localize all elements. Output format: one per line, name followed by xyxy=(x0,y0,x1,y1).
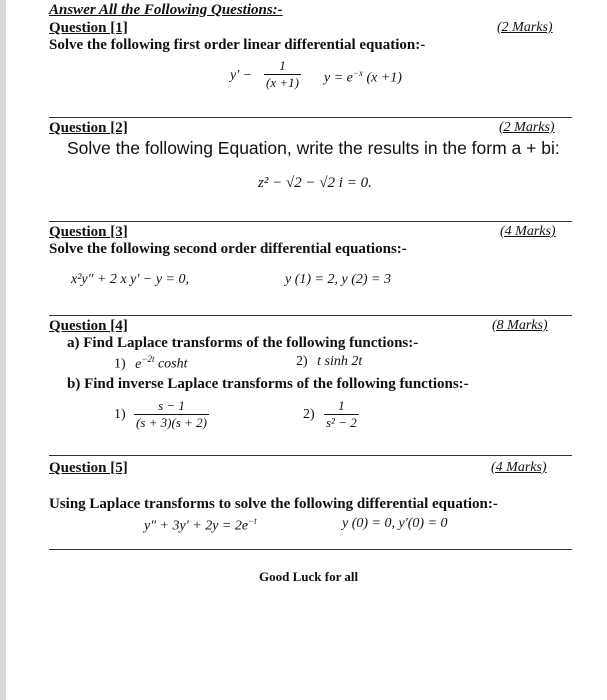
question-5-instruction: Using Laplace transforms to solve the following differential equation:- xyxy=(49,496,498,512)
question-1-fraction-denominator: (x +1) xyxy=(266,75,299,90)
question-4-b2-label: 2) xyxy=(303,407,315,422)
question-5-label: Question [5] xyxy=(49,460,128,476)
question-1-eq-rhs-sup: −x xyxy=(352,68,363,78)
question-4-a1 xyxy=(114,354,188,373)
question-3-label: Question [3] xyxy=(49,224,128,240)
question-1-label: Question [1] xyxy=(49,20,128,36)
divider-2 xyxy=(49,221,572,222)
question-1-fraction-numerator: 1 xyxy=(279,58,286,73)
question-4-label: Question [4] xyxy=(49,318,128,334)
question-5-conditions: y (0) = 0, y′(0) = 0 xyxy=(342,516,448,531)
question-4-b2-denominator: s² − 2 xyxy=(326,415,357,430)
question-5-equation xyxy=(144,516,257,535)
divider-3 xyxy=(49,315,572,316)
question-4-b1-label: 1) xyxy=(114,407,126,422)
question-3-equation: x²y″ + 2 x y′ − y = 0, xyxy=(71,272,190,287)
question-4-b1-denominator: (s + 3)(s + 2) xyxy=(136,415,207,430)
question-1-eq-lhs: y′ − xyxy=(230,68,253,83)
divider-5 xyxy=(49,549,572,550)
question-4-part-a: a) Find Laplace transforms of the following functions:- xyxy=(67,335,419,351)
question-4-a1-label: 1) xyxy=(114,356,126,372)
question-1-eq-rhs-b: (x +1) xyxy=(366,70,402,86)
question-5-eq-a: y″ + 3y′ + 2y = 2e xyxy=(144,518,249,534)
question-2-marks: (2 Marks) xyxy=(499,120,555,135)
question-1-eq-rhs xyxy=(324,68,402,87)
question-4-b1-fraction xyxy=(134,398,209,431)
page-header: Answer All the Following Questions:- xyxy=(49,2,283,18)
divider-4 xyxy=(49,455,572,456)
question-4-b2-fraction xyxy=(324,398,359,431)
page-left-border xyxy=(0,0,6,700)
question-4-a2-label: 2) xyxy=(296,354,308,369)
question-4-b1-numerator: s − 1 xyxy=(158,398,185,413)
question-2-label: Question [2] xyxy=(49,120,128,136)
footer-message: Good Luck for all xyxy=(259,569,359,584)
question-1-marks: (2 Marks) xyxy=(497,20,553,35)
question-3-marks: (4 Marks) xyxy=(500,224,556,239)
question-1-instruction: Solve the following first order linear differential equation:- xyxy=(49,37,426,53)
question-3-instruction: Solve the following second order differential equations:- xyxy=(49,241,407,257)
question-4-a2 xyxy=(296,354,362,370)
question-4-marks: (8 Marks) xyxy=(492,318,548,333)
question-4-a1-base: e xyxy=(135,356,142,372)
question-4-a2-expr: t sinh 2t xyxy=(317,354,363,369)
question-3-conditions: y (1) = 2, y (2) = 3 xyxy=(285,272,391,287)
question-4-a1-sup: −2t xyxy=(141,354,155,364)
divider-1 xyxy=(49,117,572,118)
question-4-a1-rest: cosht xyxy=(157,356,188,372)
question-1-fraction xyxy=(264,58,301,91)
question-5-eq-sup: −t xyxy=(248,516,257,526)
question-4-b2-numerator: 1 xyxy=(338,398,345,413)
question-2-instruction: Solve the following Equation, write the results in the form a + bi: xyxy=(67,138,560,158)
question-1-eq-rhs-a: y = e xyxy=(324,70,353,86)
question-2-equation: z² − √2 − √2 i = 0. xyxy=(258,175,372,191)
question-5-marks: (4 Marks) xyxy=(491,460,547,475)
question-4-part-b: b) Find inverse Laplace transforms of the following functions:- xyxy=(67,376,469,392)
